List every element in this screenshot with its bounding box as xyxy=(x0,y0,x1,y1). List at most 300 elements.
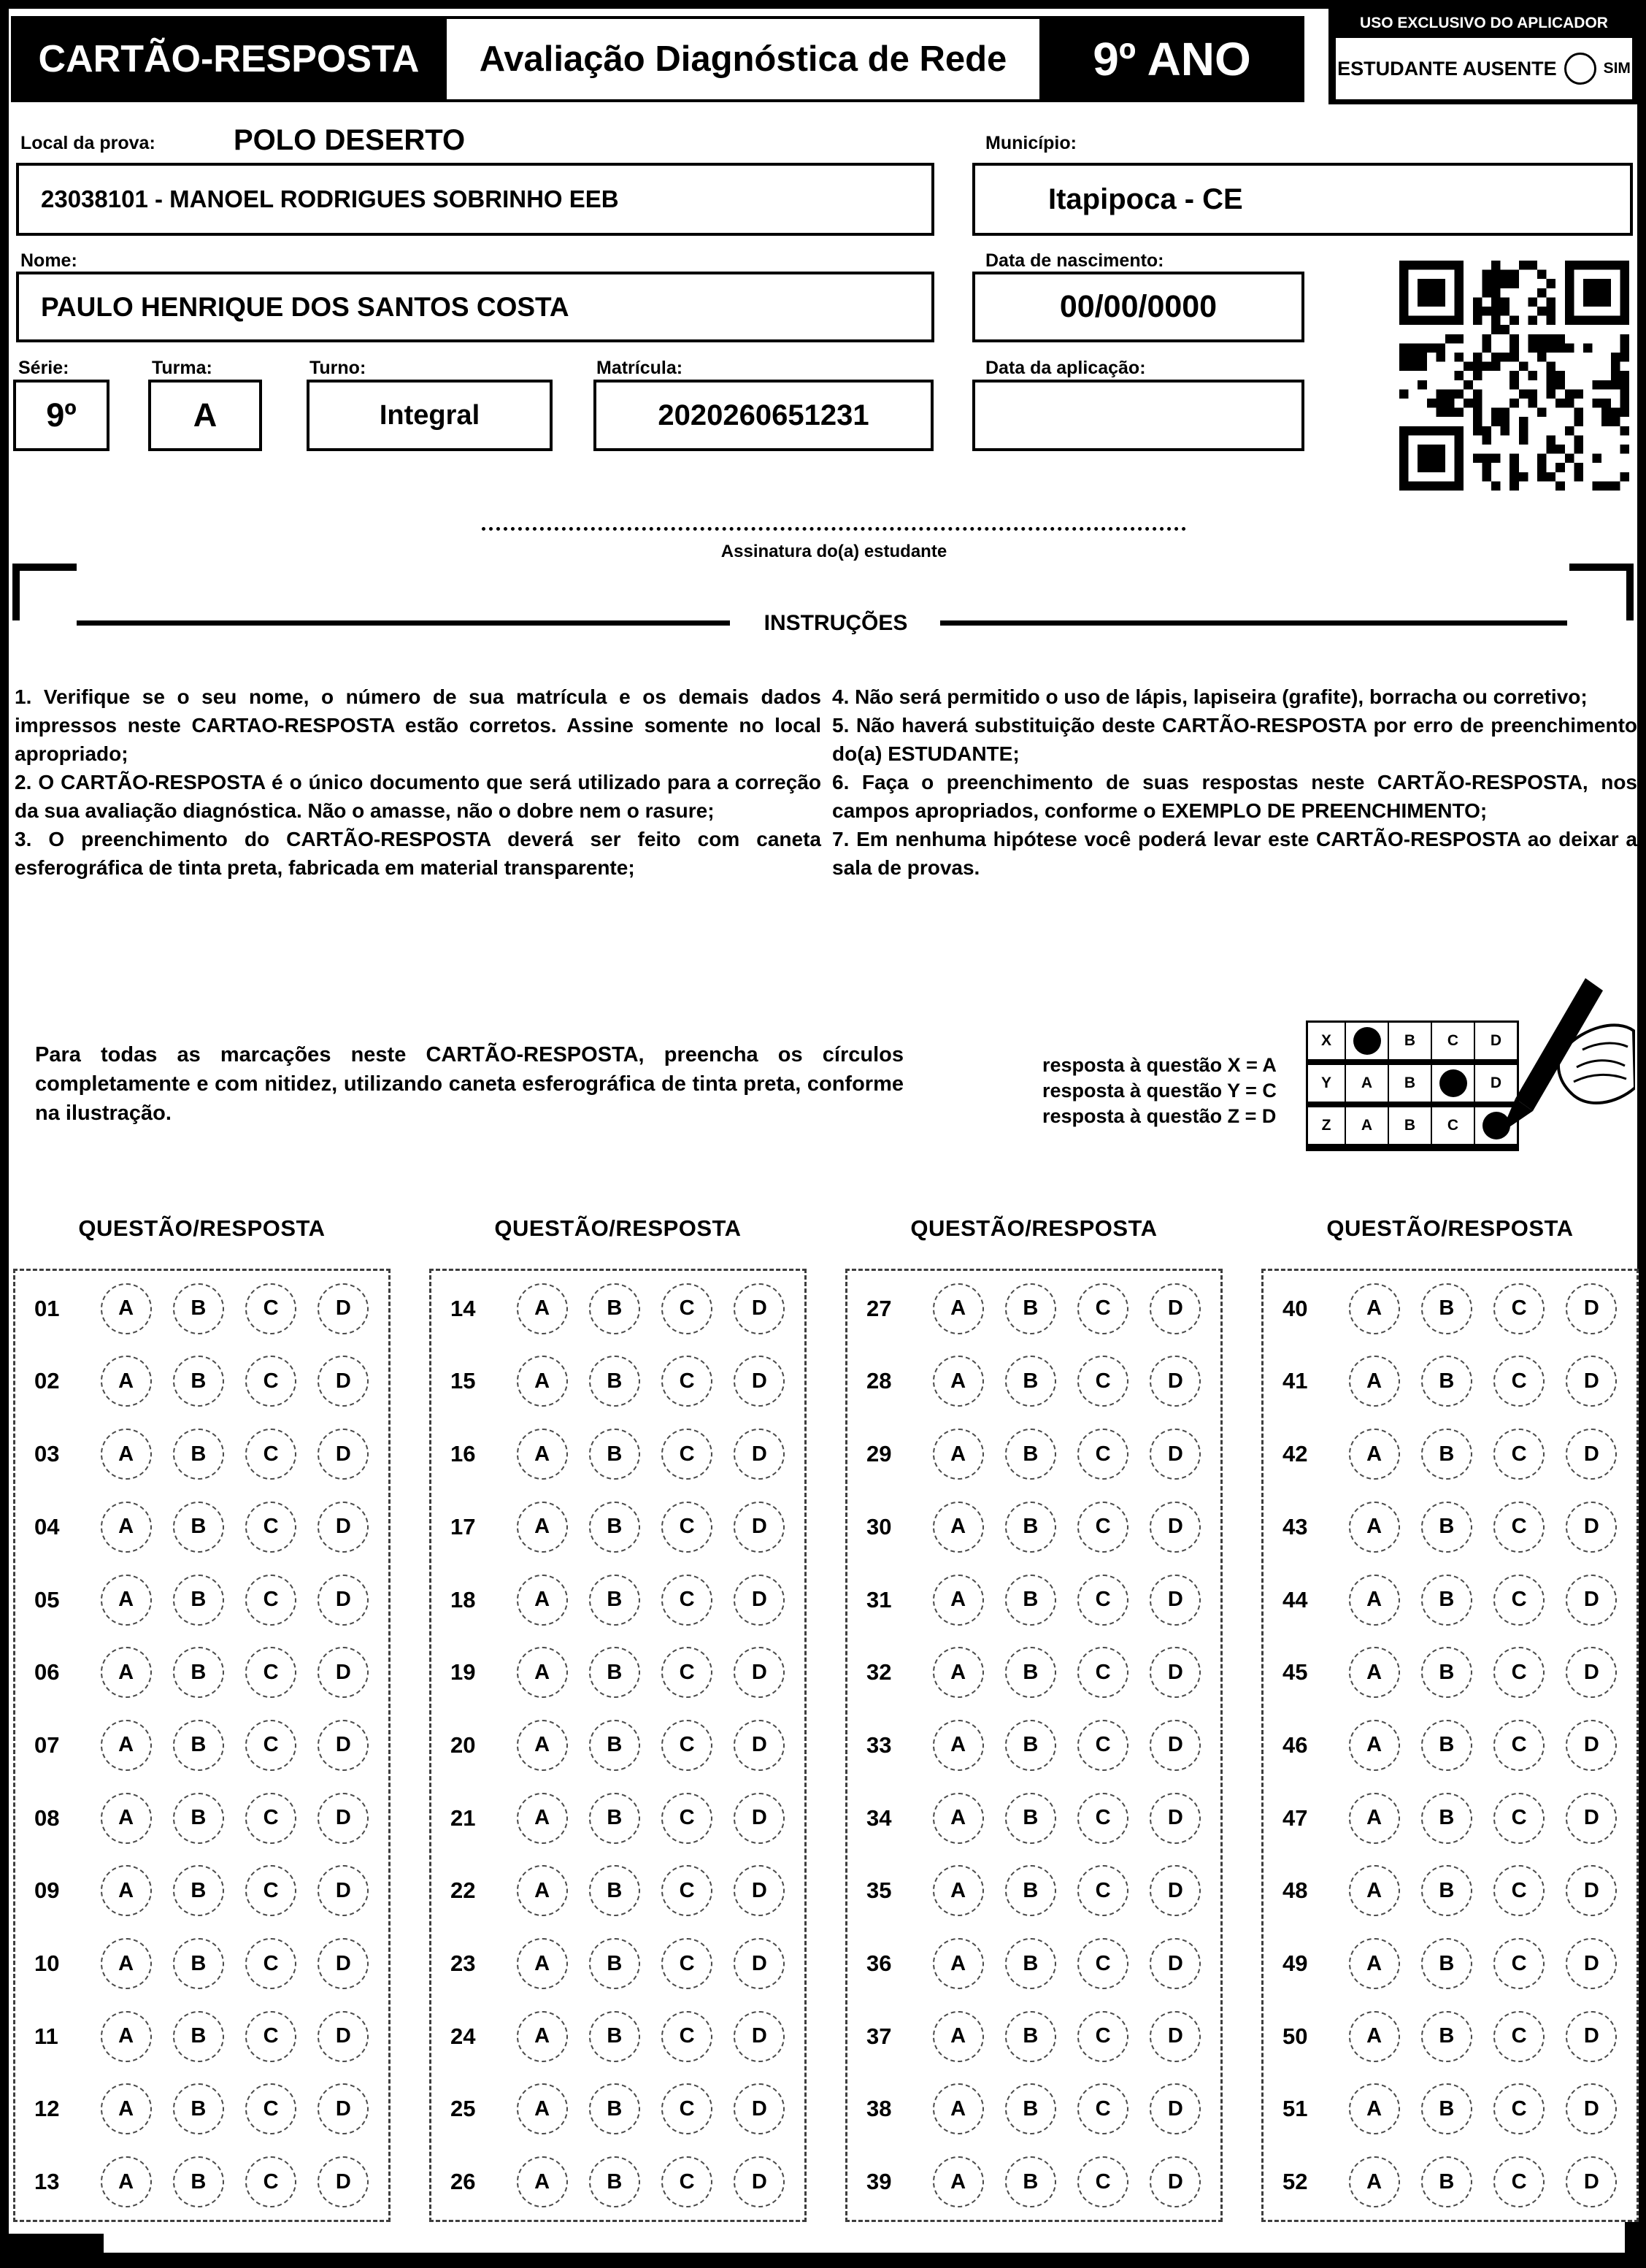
option-bubble-a[interactable]: A xyxy=(933,1283,984,1334)
option-bubble-b[interactable]: B xyxy=(1421,1283,1472,1334)
option-bubble-a[interactable]: A xyxy=(933,1647,984,1698)
option-bubble-d[interactable]: D xyxy=(734,2083,785,2134)
option-bubble-c[interactable]: C xyxy=(1493,1647,1545,1698)
option-bubble-c[interactable]: C xyxy=(661,1938,712,1989)
option-bubble-a[interactable]: A xyxy=(1349,1283,1400,1334)
option-bubble-a[interactable]: A xyxy=(1349,1865,1400,1916)
question-row xyxy=(847,1419,1220,1489)
option-bubble-d[interactable]: D xyxy=(734,2156,785,2207)
option-bubble-a[interactable]: A xyxy=(517,1575,568,1626)
example-option-cell xyxy=(1432,1065,1475,1102)
option-bubble-a[interactable]: A xyxy=(1349,1938,1400,1989)
option-bubble-a[interactable]: A xyxy=(517,1938,568,1989)
absent-field xyxy=(1336,38,1632,99)
option-bubble-c[interactable]: C xyxy=(1077,1720,1128,1771)
option-bubble-c[interactable]: C xyxy=(245,1575,296,1626)
option-bubble-b[interactable]: B xyxy=(173,1575,224,1626)
option-bubble-a[interactable]: A xyxy=(933,1575,984,1626)
option-bubble-b[interactable]: B xyxy=(1421,1429,1472,1480)
option-bubble-d[interactable]: D xyxy=(1150,1793,1201,1844)
aplicador-title: USO EXCLUSIVO DO APLICADOR xyxy=(1360,15,1608,31)
question-number: 11 xyxy=(34,2023,58,2049)
option-bubble-d[interactable]: D xyxy=(1566,1283,1617,1334)
instruction-item: 5. Não haverá substituição deste CARTÃO-RESPOSTA por erro de preenchimento do(a) ESTUDANTE; xyxy=(832,714,1637,765)
option-bubble-d[interactable]: D xyxy=(734,1720,785,1771)
option-bubble-c[interactable]: C xyxy=(661,1647,712,1698)
option-bubble-c[interactable]: C xyxy=(1493,2156,1545,2207)
option-bubble-a[interactable]: A xyxy=(517,1502,568,1553)
question-options xyxy=(1338,1720,1637,1771)
option-bubble-c[interactable]: C xyxy=(1493,1793,1545,1844)
example-option-cell: D xyxy=(1490,1075,1502,1091)
option-bubble-d[interactable]: D xyxy=(1566,2156,1617,2207)
question-number: 49 xyxy=(1282,1950,1308,1977)
question-row xyxy=(431,1710,804,1780)
frame-bottom-bar xyxy=(0,2253,1646,2268)
question-number: 10 xyxy=(34,1950,60,1977)
option-bubble-b[interactable]: B xyxy=(1421,1356,1472,1407)
question-options xyxy=(922,1429,1220,1480)
option-bubble-c[interactable]: C xyxy=(1493,1575,1545,1626)
option-bubble-b[interactable]: B xyxy=(589,1356,640,1407)
option-bubble-d[interactable]: D xyxy=(318,1356,369,1407)
option-bubble-b[interactable]: B xyxy=(1005,1575,1056,1626)
option-bubble-b[interactable]: B xyxy=(1421,1720,1472,1771)
option-bubble-b[interactable]: B xyxy=(173,1283,224,1334)
option-bubble-a[interactable]: A xyxy=(101,1283,152,1334)
option-bubble-d[interactable]: D xyxy=(1566,1647,1617,1698)
option-bubble-d[interactable]: D xyxy=(734,1865,785,1916)
option-bubble-c[interactable]: C xyxy=(1077,2083,1128,2134)
option-bubble-b[interactable]: B xyxy=(1421,2083,1472,2134)
question-row xyxy=(15,1565,388,1635)
question-options xyxy=(1338,1356,1637,1407)
option-bubble-c[interactable]: C xyxy=(661,1720,712,1771)
question-options xyxy=(506,1283,804,1334)
option-bubble-a[interactable]: A xyxy=(933,1356,984,1407)
question-number: 12 xyxy=(34,2096,60,2122)
option-bubble-b[interactable]: B xyxy=(1005,1429,1056,1480)
option-bubble-d[interactable]: D xyxy=(318,2156,369,2207)
question-options xyxy=(90,1575,388,1626)
option-bubble-b[interactable]: B xyxy=(589,1720,640,1771)
option-bubble-d[interactable]: D xyxy=(1150,1502,1201,1553)
option-bubble-c[interactable]: C xyxy=(661,2156,712,2207)
question-row xyxy=(431,1856,804,1926)
option-bubble-d[interactable]: D xyxy=(318,1575,369,1626)
option-bubble-c[interactable]: C xyxy=(1493,1865,1545,1916)
absent-circle[interactable] xyxy=(1564,53,1596,85)
option-bubble-a[interactable]: A xyxy=(1349,1356,1400,1407)
option-bubble-d[interactable]: D xyxy=(1566,1865,1617,1916)
question-options xyxy=(1338,1938,1637,1989)
option-bubble-d[interactable]: D xyxy=(1150,1575,1201,1626)
option-bubble-a[interactable]: A xyxy=(933,1429,984,1480)
option-bubble-a[interactable]: A xyxy=(933,1865,984,1916)
question-options xyxy=(506,1647,804,1698)
option-bubble-b[interactable]: B xyxy=(589,1793,640,1844)
question-options xyxy=(90,2011,388,2062)
option-bubble-a[interactable]: A xyxy=(933,2156,984,2207)
option-bubble-a[interactable]: A xyxy=(517,1283,568,1334)
option-bubble-a[interactable]: A xyxy=(101,2011,152,2062)
instruction-item: 4. Não será permitido o uso de lápis, lapiseira (grafite), borracha ou corretivo; xyxy=(832,685,1588,708)
question-number: 27 xyxy=(866,1295,892,1321)
option-bubble-d[interactable]: D xyxy=(734,1647,785,1698)
question-options xyxy=(922,1793,1220,1844)
option-bubble-b[interactable]: B xyxy=(1005,1502,1056,1553)
option-bubble-c[interactable]: C xyxy=(1493,2011,1545,2062)
option-bubble-c[interactable]: C xyxy=(245,1283,296,1334)
option-bubble-c[interactable]: C xyxy=(245,1865,296,1916)
option-bubble-c[interactable]: C xyxy=(1077,1938,1128,1989)
option-bubble-b[interactable]: B xyxy=(1421,1793,1472,1844)
example-row-label: X xyxy=(1308,1023,1346,1059)
option-bubble-d[interactable]: D xyxy=(734,1429,785,1480)
question-row xyxy=(847,1346,1220,1416)
question-number: 46 xyxy=(1282,1731,1308,1758)
option-bubble-b[interactable]: B xyxy=(173,2156,224,2207)
option-bubble-a[interactable]: A xyxy=(933,1793,984,1844)
option-bubble-a[interactable]: A xyxy=(517,1720,568,1771)
option-bubble-d[interactable]: D xyxy=(318,2083,369,2134)
option-bubble-b[interactable]: B xyxy=(589,1938,640,1989)
question-options xyxy=(1338,1793,1637,1844)
option-bubble-a[interactable]: A xyxy=(1349,2156,1400,2207)
option-bubble-a[interactable]: A xyxy=(1349,1647,1400,1698)
option-bubble-d[interactable]: D xyxy=(1566,1429,1617,1480)
nome-box xyxy=(16,272,934,342)
option-bubble-c[interactable]: C xyxy=(661,1865,712,1916)
turma-label: Turma: xyxy=(152,358,212,378)
option-bubble-a[interactable]: A xyxy=(101,2083,152,2134)
question-options xyxy=(922,1720,1220,1771)
option-bubble-c[interactable]: C xyxy=(661,1793,712,1844)
option-bubble-c[interactable]: C xyxy=(245,1502,296,1553)
question-options xyxy=(90,1283,388,1334)
option-bubble-c[interactable]: C xyxy=(1077,1575,1128,1626)
example-legend-line: resposta à questão X = A xyxy=(1042,1054,1277,1076)
option-bubble-a[interactable]: A xyxy=(101,1647,152,1698)
option-bubble-a[interactable]: A xyxy=(101,1356,152,1407)
option-bubble-b[interactable]: B xyxy=(1421,1938,1472,1989)
option-bubble-a[interactable]: A xyxy=(101,1793,152,1844)
option-bubble-a[interactable]: A xyxy=(933,2083,984,2134)
option-bubble-c[interactable]: C xyxy=(1077,2011,1128,2062)
example-option-cell xyxy=(1346,1023,1389,1059)
option-bubble-d[interactable]: D xyxy=(318,1502,369,1553)
question-row xyxy=(431,1637,804,1707)
option-bubble-b[interactable]: B xyxy=(1005,1865,1056,1916)
option-bubble-c[interactable]: C xyxy=(1077,1429,1128,1480)
question-row xyxy=(1264,1637,1637,1707)
option-bubble-a[interactable]: A xyxy=(933,1502,984,1553)
option-bubble-b[interactable]: B xyxy=(1421,1575,1472,1626)
option-bubble-a[interactable]: A xyxy=(517,1647,568,1698)
question-number: 19 xyxy=(450,1659,476,1685)
option-bubble-c[interactable]: C xyxy=(245,1356,296,1407)
option-bubble-d[interactable]: D xyxy=(1150,1429,1201,1480)
question-options xyxy=(90,1356,388,1407)
question-row xyxy=(15,2002,388,2072)
question-number: 22 xyxy=(450,1877,476,1904)
option-bubble-d[interactable]: D xyxy=(1150,1720,1201,1771)
option-bubble-a[interactable]: A xyxy=(517,2156,568,2207)
option-bubble-a[interactable]: A xyxy=(101,1938,152,1989)
option-bubble-b[interactable]: B xyxy=(589,1575,640,1626)
question-row xyxy=(431,1274,804,1344)
option-bubble-d[interactable]: D xyxy=(1150,2011,1201,2062)
option-bubble-d[interactable]: D xyxy=(1566,2011,1617,2062)
question-options xyxy=(90,1865,388,1916)
option-bubble-d[interactable]: D xyxy=(318,1938,369,1989)
question-row xyxy=(15,1710,388,1780)
option-bubble-c[interactable]: C xyxy=(1493,1429,1545,1480)
option-bubble-b[interactable]: B xyxy=(1005,1938,1056,1989)
option-bubble-a[interactable]: A xyxy=(1349,2011,1400,2062)
option-bubble-b[interactable]: B xyxy=(1421,2011,1472,2062)
instruction-item: 3. O preenchimento do CARTÃO-RESPOSTA deverá ser feito com caneta esferográfica de tinta preta, fabricada em material transparente; xyxy=(15,828,821,879)
signature-line[interactable] xyxy=(482,527,1186,531)
question-number: 05 xyxy=(34,1586,60,1612)
option-bubble-d[interactable]: D xyxy=(1150,2156,1201,2207)
option-bubble-d[interactable]: D xyxy=(1566,1793,1617,1844)
question-options xyxy=(90,1502,388,1553)
option-bubble-c[interactable]: C xyxy=(245,1429,296,1480)
option-bubble-b[interactable]: B xyxy=(1005,2083,1056,2134)
option-bubble-d[interactable]: D xyxy=(1566,1502,1617,1553)
school-box xyxy=(16,163,934,236)
option-bubble-c[interactable]: C xyxy=(245,2011,296,2062)
option-bubble-c[interactable]: C xyxy=(661,1429,712,1480)
option-bubble-d[interactable]: D xyxy=(1150,1865,1201,1916)
option-bubble-c[interactable]: C xyxy=(245,2083,296,2134)
option-bubble-c[interactable]: C xyxy=(245,1938,296,1989)
question-options xyxy=(922,1865,1220,1916)
question-number: 14 xyxy=(450,1295,476,1321)
option-bubble-a[interactable]: A xyxy=(517,2083,568,2134)
option-bubble-a[interactable]: A xyxy=(101,1865,152,1916)
municipio-label: Município: xyxy=(985,133,1077,153)
question-options xyxy=(506,1502,804,1553)
serie-value: 9º xyxy=(46,396,77,434)
option-bubble-d[interactable]: D xyxy=(734,1356,785,1407)
option-bubble-b[interactable]: B xyxy=(1005,1283,1056,1334)
question-row xyxy=(15,1783,388,1853)
option-bubble-d[interactable]: D xyxy=(318,2011,369,2062)
option-bubble-c[interactable]: C xyxy=(245,1647,296,1698)
option-bubble-a[interactable]: A xyxy=(1349,1429,1400,1480)
option-bubble-b[interactable]: B xyxy=(589,1429,640,1480)
option-bubble-b[interactable]: B xyxy=(173,2011,224,2062)
option-bubble-d[interactable]: D xyxy=(1150,1647,1201,1698)
question-options xyxy=(506,1720,804,1771)
question-options xyxy=(90,1938,388,1989)
option-bubble-d[interactable]: D xyxy=(734,1502,785,1553)
option-bubble-d[interactable]: D xyxy=(734,1283,785,1334)
fill-note: Para todas as marcações neste CARTÃO-RESPOSTA, preencha os círculos completamente e com nitidez, utilizando caneta esferográfica de tinta preta, conforme na ilustração. xyxy=(35,1043,904,1125)
option-bubble-d[interactable]: D xyxy=(318,1429,369,1480)
option-bubble-b[interactable]: B xyxy=(589,2156,640,2207)
option-bubble-d[interactable]: D xyxy=(1150,2083,1201,2134)
option-bubble-c[interactable]: C xyxy=(1077,2156,1128,2207)
matricula-box xyxy=(593,380,934,451)
question-options xyxy=(922,1502,1220,1553)
question-number: 50 xyxy=(1282,2023,1308,2049)
example-legend-line: resposta à questão Y = C xyxy=(1042,1080,1277,1102)
option-bubble-d[interactable]: D xyxy=(318,1793,369,1844)
question-options xyxy=(1338,1283,1637,1334)
question-number: 32 xyxy=(866,1659,892,1685)
question-row xyxy=(847,1565,1220,1635)
example-option-cell: D xyxy=(1490,1032,1502,1049)
question-options xyxy=(506,2083,804,2134)
question-row xyxy=(431,1346,804,1416)
question-number: 23 xyxy=(450,1950,476,1977)
question-row xyxy=(847,2074,1220,2144)
option-bubble-c[interactable]: C xyxy=(245,2156,296,2207)
question-options xyxy=(1338,1647,1637,1698)
option-bubble-a[interactable]: A xyxy=(101,1575,152,1626)
question-number: 16 xyxy=(450,1441,476,1467)
answer-column xyxy=(845,1212,1223,2222)
option-bubble-c[interactable]: C xyxy=(1077,1647,1128,1698)
option-bubble-a[interactable]: A xyxy=(101,1429,152,1480)
option-bubble-c[interactable]: C xyxy=(661,2083,712,2134)
option-bubble-c[interactable]: C xyxy=(1077,1283,1128,1334)
option-bubble-b[interactable]: B xyxy=(589,1647,640,1698)
option-bubble-d[interactable]: D xyxy=(734,1793,785,1844)
option-bubble-a[interactable]: A xyxy=(1349,2083,1400,2134)
option-bubble-b[interactable]: B xyxy=(1421,1647,1472,1698)
option-bubble-a[interactable]: A xyxy=(933,1720,984,1771)
option-bubble-a[interactable]: A xyxy=(517,1429,568,1480)
option-bubble-a[interactable]: A xyxy=(1349,1575,1400,1626)
option-bubble-b[interactable]: B xyxy=(1005,1793,1056,1844)
option-bubble-d[interactable]: D xyxy=(734,2011,785,2062)
aplicacao-box xyxy=(972,380,1304,451)
option-bubble-b[interactable]: B xyxy=(173,2083,224,2134)
option-bubble-d[interactable]: D xyxy=(1566,1938,1617,1989)
option-bubble-b[interactable]: B xyxy=(173,1502,224,1553)
question-options xyxy=(922,2083,1220,2134)
question-row xyxy=(1264,1492,1637,1562)
question-number: 08 xyxy=(34,1804,60,1831)
option-bubble-b[interactable]: B xyxy=(173,1647,224,1698)
option-bubble-b[interactable]: B xyxy=(1421,1502,1472,1553)
option-bubble-a[interactable]: A xyxy=(101,1720,152,1771)
option-bubble-b[interactable]: B xyxy=(589,2011,640,2062)
option-bubble-a[interactable]: A xyxy=(1349,1502,1400,1553)
option-bubble-b[interactable]: B xyxy=(589,2083,640,2134)
question-number: 45 xyxy=(1282,1659,1308,1685)
option-bubble-d[interactable]: D xyxy=(734,1938,785,1989)
option-bubble-c[interactable]: C xyxy=(1493,1720,1545,1771)
question-options xyxy=(90,1793,388,1844)
question-row xyxy=(431,1419,804,1489)
option-bubble-d[interactable]: D xyxy=(1150,1283,1201,1334)
option-bubble-c[interactable]: C xyxy=(661,1356,712,1407)
option-bubble-b[interactable]: B xyxy=(1005,1356,1056,1407)
instructions-divider-right xyxy=(940,620,1567,626)
option-bubble-a[interactable]: A xyxy=(517,1865,568,1916)
option-bubble-d[interactable]: D xyxy=(1150,1356,1201,1407)
option-bubble-b[interactable]: B xyxy=(1005,2156,1056,2207)
option-bubble-c[interactable]: C xyxy=(661,1575,712,1626)
option-bubble-c[interactable]: C xyxy=(1077,1502,1128,1553)
option-bubble-a[interactable]: A xyxy=(101,2156,152,2207)
municipio-value: Itapipoca - CE xyxy=(1048,182,1243,215)
option-bubble-c[interactable]: C xyxy=(1493,1283,1545,1334)
option-bubble-c[interactable]: C xyxy=(661,2011,712,2062)
option-bubble-b[interactable]: B xyxy=(1005,2011,1056,2062)
option-bubble-c[interactable]: C xyxy=(245,1720,296,1771)
option-bubble-d[interactable]: D xyxy=(734,1575,785,1626)
option-bubble-d[interactable]: D xyxy=(1566,1356,1617,1407)
option-bubble-d[interactable]: D xyxy=(1150,1938,1201,1989)
question-options xyxy=(1338,1575,1637,1626)
option-bubble-c[interactable]: C xyxy=(1493,1502,1545,1553)
option-bubble-c[interactable]: C xyxy=(1493,2083,1545,2134)
option-bubble-b[interactable]: B xyxy=(1421,2156,1472,2207)
instruction-item: 7. Em nenhuma hipótese você poderá levar este CARTÃO-RESPOSTA ao deixar a sala de provas. xyxy=(832,828,1637,879)
option-bubble-a[interactable]: A xyxy=(517,2011,568,2062)
option-bubble-b[interactable]: B xyxy=(589,1502,640,1553)
option-bubble-d[interactable]: D xyxy=(318,1865,369,1916)
option-bubble-c[interactable]: C xyxy=(661,1283,712,1334)
question-options xyxy=(506,1938,804,1989)
option-bubble-c[interactable]: C xyxy=(1077,1356,1128,1407)
option-bubble-c[interactable]: C xyxy=(1077,1865,1128,1916)
option-bubble-b[interactable]: B xyxy=(173,1938,224,1989)
option-bubble-b[interactable]: B xyxy=(1421,1865,1472,1916)
option-bubble-a[interactable]: A xyxy=(933,1938,984,1989)
option-bubble-b[interactable]: B xyxy=(173,1720,224,1771)
question-options xyxy=(90,2083,388,2134)
option-bubble-d[interactable]: D xyxy=(318,1647,369,1698)
option-bubble-d[interactable]: D xyxy=(1566,1720,1617,1771)
option-bubble-c[interactable]: C xyxy=(1077,1793,1128,1844)
option-bubble-a[interactable]: A xyxy=(1349,1793,1400,1844)
absent-label: ESTUDANTE AUSENTE xyxy=(1337,57,1557,80)
question-row xyxy=(1264,1274,1637,1344)
option-bubble-c[interactable]: C xyxy=(1493,1938,1545,1989)
option-bubble-b[interactable]: B xyxy=(589,1283,640,1334)
option-bubble-d[interactable]: D xyxy=(318,1283,369,1334)
option-bubble-b[interactable]: B xyxy=(1005,1720,1056,1771)
option-bubble-b[interactable]: B xyxy=(173,1356,224,1407)
option-bubble-a[interactable]: A xyxy=(101,1502,152,1553)
option-bubble-d[interactable]: D xyxy=(1566,2083,1617,2134)
option-bubble-a[interactable]: A xyxy=(1349,1720,1400,1771)
example-option-cell: B xyxy=(1389,1023,1432,1059)
option-bubble-c[interactable]: C xyxy=(1493,1356,1545,1407)
option-bubble-c[interactable]: C xyxy=(661,1502,712,1553)
option-bubble-a[interactable]: A xyxy=(517,1793,568,1844)
example-option-cell: C xyxy=(1432,1107,1475,1144)
option-bubble-b[interactable]: B xyxy=(589,1865,640,1916)
option-bubble-b[interactable]: B xyxy=(1005,1647,1056,1698)
answer-column-box xyxy=(845,1269,1223,2222)
option-bubble-a[interactable]: A xyxy=(933,2011,984,2062)
option-bubble-d[interactable]: D xyxy=(1566,1575,1617,1626)
option-bubble-b[interactable]: B xyxy=(173,1793,224,1844)
option-bubble-d[interactable]: D xyxy=(318,1720,369,1771)
option-bubble-b[interactable]: B xyxy=(173,1865,224,1916)
option-bubble-a[interactable]: A xyxy=(517,1356,568,1407)
option-bubble-b[interactable]: B xyxy=(173,1429,224,1480)
option-bubble-c[interactable]: C xyxy=(245,1793,296,1844)
